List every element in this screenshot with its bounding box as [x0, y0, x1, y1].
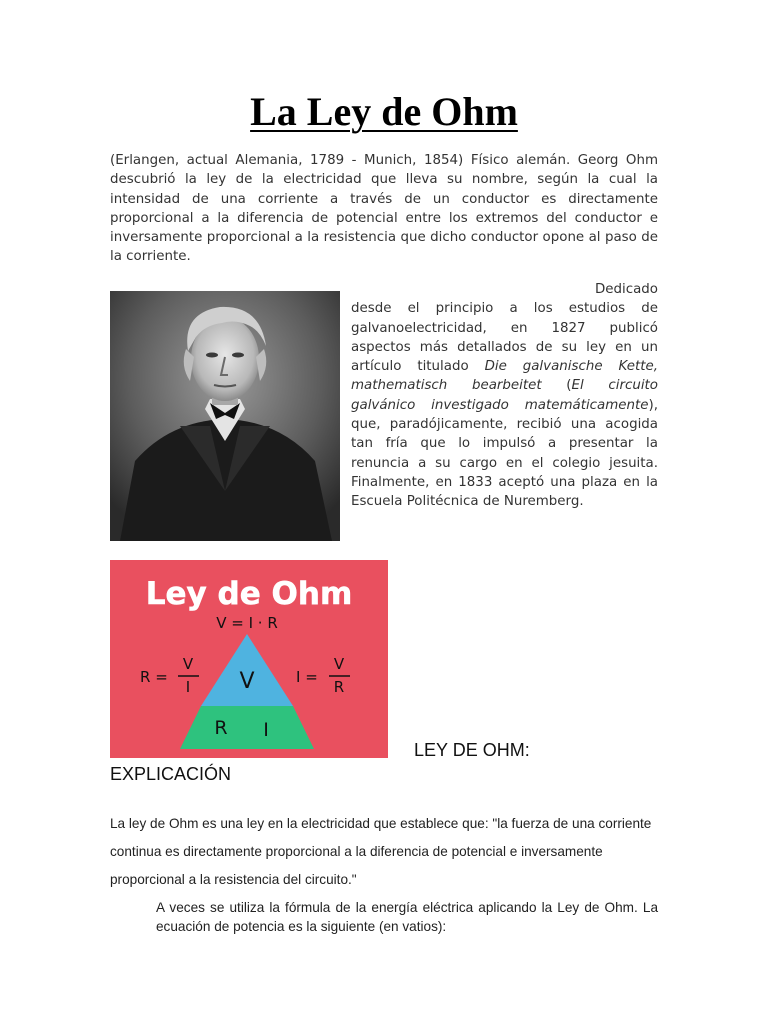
ohm-law-graphic [110, 560, 388, 758]
bio-paragraph [351, 280, 658, 512]
portrait-illustration [110, 291, 340, 541]
formula-intro-paragraph: A veces se utiliza la fórmula de la energía eléctrica aplicando la Ley de Ohm. La ecuación de potencia es la siguiente (en vatios): [156, 900, 658, 934]
subheading-line1: LEY DE OHM: [414, 740, 530, 760]
bio-article-title: Die galvanische Kette, mathematisch bearbeitet [351, 359, 658, 394]
right-fraction-top: V [333, 655, 345, 673]
triangle-bottom-section [180, 706, 314, 749]
main-formula: V = I · R [216, 614, 278, 632]
bio-text-part1: desde el principio a los estudios de galvanoelectricidad, en 1827 publicó aspectos más detallados de su ley en un artículo titulado [351, 301, 658, 375]
page-title: La Ley de Ohm [250, 89, 518, 134]
subheading-line2: EXPLICACIÓN [110, 764, 232, 784]
triangle-label-r: R [214, 717, 228, 739]
triangle-label-v: V [239, 669, 255, 694]
definition-paragraph: La ley de Ohm es una ley en la electricidad que establece que: "la fuerza de una corriente continua es directamente proporcional a la diferencia de potencial e inversamente proporcional a la resistencia del circuito." [110, 816, 652, 887]
right-formula-lhs: I = [296, 668, 318, 686]
graphic-heading: Ley de Ohm [145, 576, 353, 612]
portrait-image [110, 291, 340, 541]
bio-text-part2: ( [541, 378, 572, 394]
left-fraction-bottom: I [185, 678, 191, 696]
bio-first-word: Dedicado [594, 282, 658, 297]
bio-article-translation: El circuito galvánico investigado matemáticamente [351, 378, 658, 413]
right-fraction-bottom: R [333, 678, 345, 696]
left-formula-lhs: R = [140, 668, 168, 686]
left-fraction-top: V [182, 655, 194, 673]
intro-paragraph: (Erlangen, actual Alemania, 1789 - Munich, 1854) Físico alemán. Georg Ohm descubrió la ley de la electricidad que lleva su nombre, según la cual la intensidad de una corriente a través de un conductor es directamente proporcional a la diferencia de potencial entre los extremos del conductor e inversamente proporcional a la resistencia que dicho conductor opone al paso de la corriente. [110, 153, 658, 265]
triangle-label-i: I [263, 719, 269, 741]
bio-text-part3: ), que, paradójicamente, recibió una acogida tan fría que lo impulsó a presentar la renuncia a su cargo en el colegio jesuita. Finalmente, en 1833 aceptó una plaza en la Escuela Politécnica de Nuremberg. [351, 397, 658, 510]
bio-body [351, 299, 658, 511]
